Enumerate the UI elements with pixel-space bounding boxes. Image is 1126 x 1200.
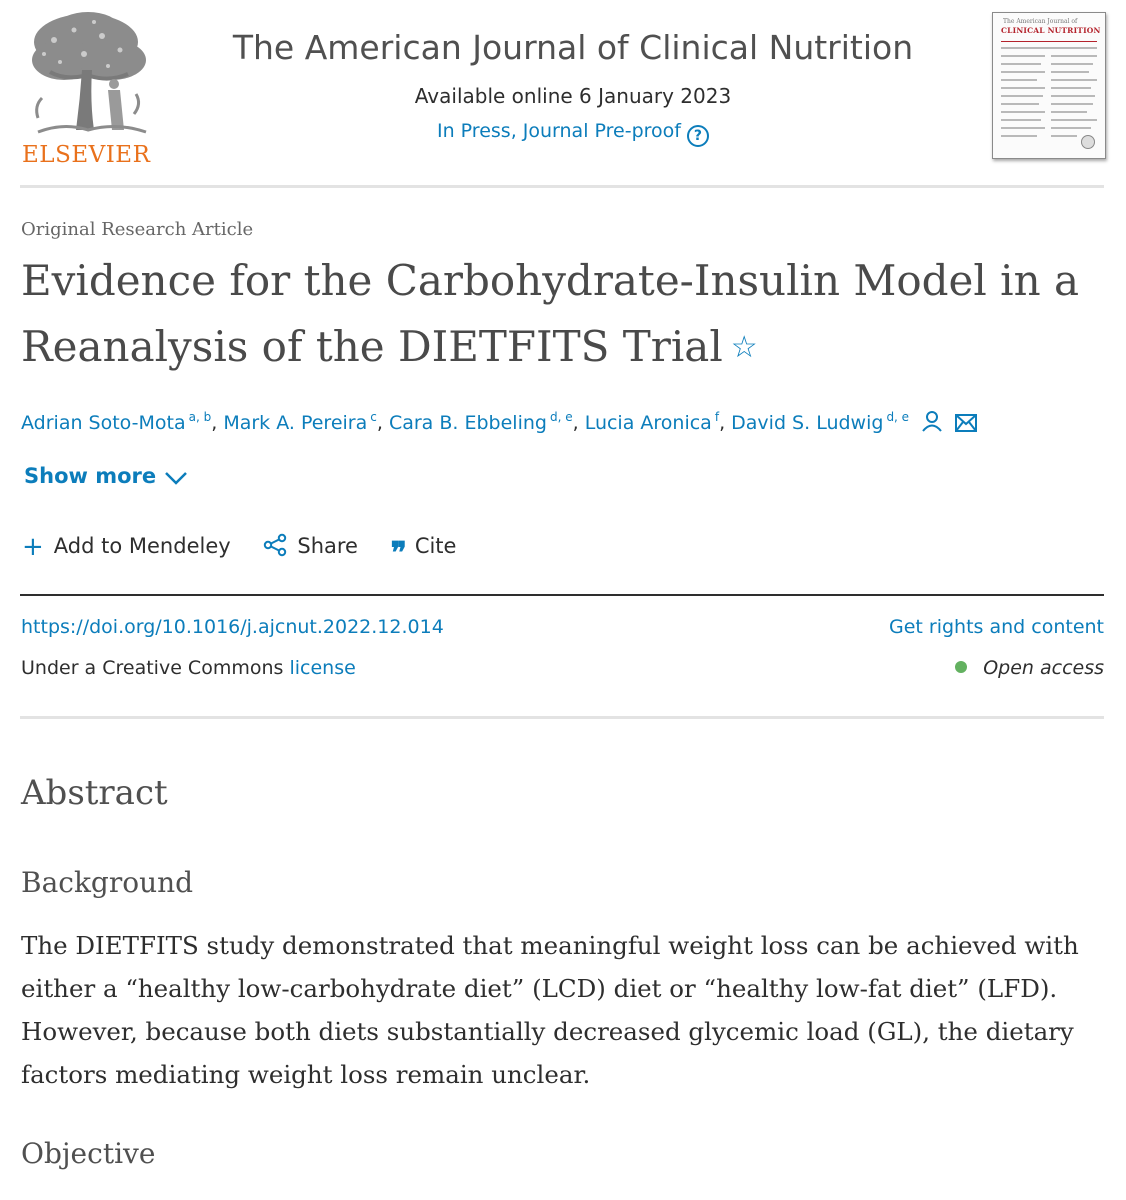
license-line xyxy=(21,657,356,679)
email-icon[interactable] xyxy=(955,414,977,432)
license-link[interactable]: license xyxy=(289,657,356,679)
share-button[interactable] xyxy=(263,533,358,558)
background-heading: Background xyxy=(21,866,194,899)
cover-seal xyxy=(1081,135,1095,149)
help-icon[interactable]: ? xyxy=(687,125,709,147)
article-title-text: Evidence for the Carbohydrate-Insulin Model in a Reanalysis of the DIETFITS Trial xyxy=(21,256,1080,371)
cover-text-line xyxy=(1001,79,1037,81)
cover-text-line xyxy=(1001,127,1045,129)
cover-text-line xyxy=(1051,127,1091,129)
cover-text-line xyxy=(1001,87,1045,89)
doi-link[interactable]: https://doi.org/10.1016/j.ajcnut.2022.12.014 xyxy=(21,616,444,638)
cover-text-line xyxy=(1001,111,1045,113)
elsevier-logo[interactable] xyxy=(20,10,160,168)
actions-divider xyxy=(20,594,1104,596)
rights-link[interactable]: Get rights and content xyxy=(888,616,1104,638)
open-access-label: Open access xyxy=(983,657,1104,679)
background-text: The DIETFITS study demonstrated that meaningful weight loss can be achieved with either a “healthy low-carbohydrate diet” (LCD) diet or “healthy low-fat diet” (LFD). However, because both diets substantially decreased glycemic load (GL), the dietary factors mediating weight loss remain unclear. xyxy=(21,931,1079,1089)
header-divider xyxy=(20,185,1104,188)
author-separator: , xyxy=(572,412,579,434)
author-affiliation[interactable]: a, b xyxy=(188,410,212,424)
journal-title-link[interactable]: The American Journal of Clinical Nutrition xyxy=(232,28,914,67)
share-icon xyxy=(263,533,287,557)
author-affiliation[interactable]: d, e xyxy=(549,410,573,424)
journal-status xyxy=(190,120,956,147)
cover-rule xyxy=(1001,41,1097,42)
cover-text-line xyxy=(1051,63,1093,65)
article-actions xyxy=(22,532,482,571)
publisher-name: ELSEVIER xyxy=(22,142,151,168)
author-list xyxy=(21,410,1111,434)
chevron-down-icon xyxy=(164,471,188,485)
cover-text-line xyxy=(1051,87,1091,89)
cover-title: CLINICAL NUTRITION xyxy=(1001,26,1101,35)
author-link[interactable]: Mark A. Pereira xyxy=(223,412,368,434)
cite-label: Cite xyxy=(414,534,457,558)
author-affiliation[interactable]: d, e xyxy=(886,410,910,424)
plus-icon: + xyxy=(22,532,44,562)
cite-button[interactable] xyxy=(391,534,457,571)
cover-text-line xyxy=(1051,111,1087,113)
meta-divider xyxy=(20,716,1104,719)
journal-cover-thumbnail[interactable] xyxy=(992,12,1106,159)
author-link[interactable]: Lucia Aronica xyxy=(584,412,712,434)
journal-header xyxy=(0,0,1126,186)
author-link[interactable]: Adrian Soto-Mota xyxy=(21,412,186,434)
person-icon[interactable] xyxy=(921,410,943,432)
cover-text-line xyxy=(1001,95,1043,97)
cover-text-line xyxy=(1001,71,1045,73)
cover-text-line xyxy=(1001,47,1097,49)
author-link[interactable]: Cara B. Ebbeling xyxy=(388,412,547,434)
author-separator: , xyxy=(719,412,726,434)
cover-text-line xyxy=(1051,119,1097,121)
cover-text-line xyxy=(1051,95,1095,97)
cover-text-line xyxy=(1001,103,1039,105)
cover-text-line xyxy=(1051,55,1097,57)
cover-text-line xyxy=(1001,63,1041,65)
cover-text-line xyxy=(1051,71,1089,73)
journal-status-link[interactable]: In Press, Journal Pre-proof xyxy=(437,120,681,142)
cover-text-line xyxy=(1051,103,1093,105)
cover-text-line xyxy=(1051,135,1077,137)
open-access-badge xyxy=(955,657,1104,679)
cover-text-line xyxy=(1001,119,1041,121)
open-access-dot-icon xyxy=(955,661,967,673)
author-link[interactable]: David S. Ludwig xyxy=(731,412,884,434)
quote-icon: ❞ xyxy=(390,536,405,571)
show-more-label: Show more xyxy=(24,464,157,488)
cover-text-line xyxy=(1001,55,1045,57)
author-separator: , xyxy=(376,412,383,434)
show-more-button[interactable] xyxy=(24,464,188,488)
add-to-mendeley-button[interactable] xyxy=(22,532,231,562)
author-affiliation[interactable]: c xyxy=(370,410,377,424)
available-online-date: Available online 6 January 2023 xyxy=(414,84,732,108)
tree-logo-icon xyxy=(24,10,154,138)
cover-text-line xyxy=(1051,79,1097,81)
share-label: Share xyxy=(297,534,358,558)
cover-subtitle: The American Journal of xyxy=(1003,18,1078,25)
objective-heading: Objective xyxy=(21,1137,156,1170)
article-title xyxy=(21,248,1111,381)
author-separator: , xyxy=(211,412,218,434)
article-type: Original Research Article xyxy=(21,219,254,240)
cover-text-line xyxy=(1001,135,1037,137)
title-star-icon[interactable]: ☆ xyxy=(730,330,758,365)
author-affiliation[interactable]: f xyxy=(714,410,720,424)
license-prefix: Under a Creative Commons xyxy=(21,657,284,679)
add-to-mendeley-label: Add to Mendeley xyxy=(53,534,231,558)
abstract-heading: Abstract xyxy=(21,773,168,813)
